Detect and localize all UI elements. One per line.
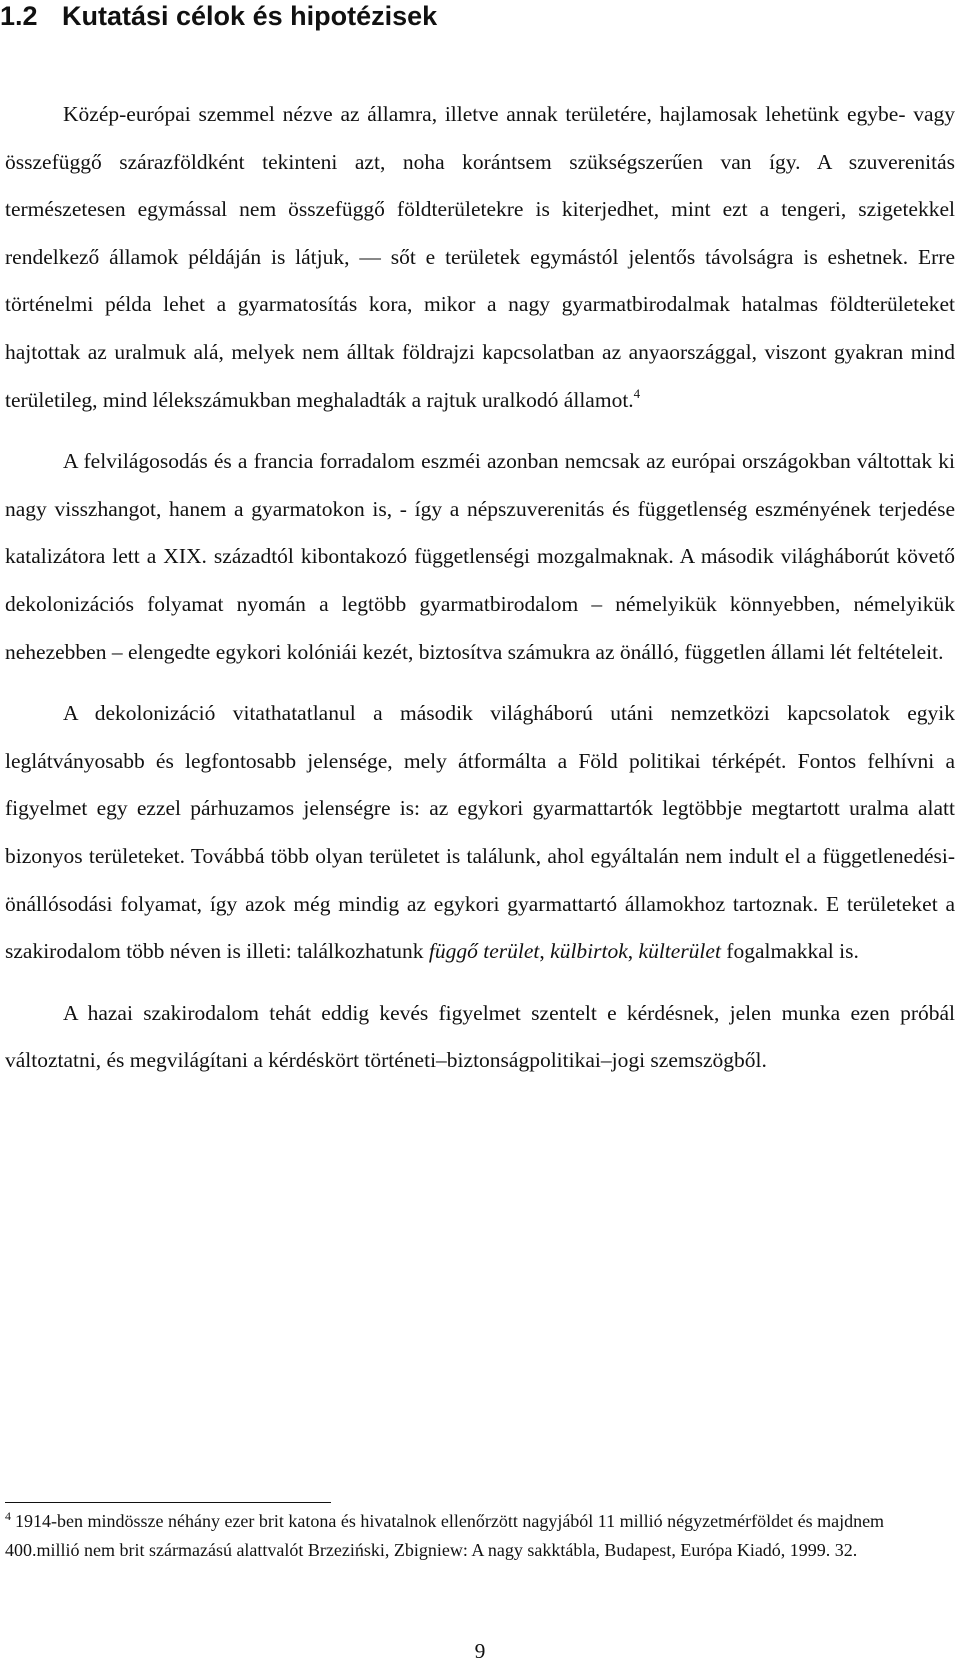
footnote-text: 1914-ben mindössze néhány ezer brit katona és hivatalnok ellenőrzött nagyjából 11 millió négyzetmérföldet és majdnem 400.millió nem brit származású alattvalót Brzeziński, Zbigniew: A nagy sakktábla, Budapest, Európa Kiadó, 1999. 32.	[5, 1511, 885, 1560]
term-italic: külbirtok	[550, 939, 628, 964]
paragraph-2	[5, 438, 955, 676]
page-number: 9	[474, 1639, 486, 1663]
footnote-number: 4	[5, 1509, 11, 1523]
section-heading	[0, 0, 437, 32]
section-title: Kutatási célok és hipotézisek	[62, 1, 438, 31]
paragraph-text: fogalmakkal is.	[720, 939, 859, 964]
separator: ,	[539, 939, 551, 964]
footnote-separator	[5, 1502, 331, 1503]
paragraph-text: A felvilágosodás és a francia forradalom eszméi azonban nemcsak az európai országokban váltottak ki nagy visszhangot, hanem a gyarmatokon is, - így a népszuverenitás és függetlenség eszményének terjedése katalizátora lett a XIX. századtól kibontakozó függetlenségi mozgalmaknak. A második világháborút követő dekolonizációs folyamat nyomán a legtöbb gyarmatbirodalom – némelyikük könnyebben, némelyikük nehezebben – elengedte egykori kolóniái kezét, biztosítva számukra az önálló, független állami lét feltételeit.	[5, 449, 955, 664]
body-text	[5, 91, 955, 1099]
paragraph-1	[5, 91, 955, 424]
term-italic: külterület	[638, 939, 721, 964]
paragraph-text: Közép-európai szemmel nézve az államra, illetve annak területére, hajlamosak lehetünk egybe- vagy összefüggő szárazföldként tekinteni azt, noha korántsem szükségszerűen van így. A szuverenitás természetesen egymással nem összefüggő földterületekre is kiterjedhet, mint ezt a tengeri, szigetekkel rendelkező államok példáján is látjuk, ― sőt e területek egymástól jelentős távolságra is eshetnek. Erre történelmi példa lehet a gyarmatosítás kora, mikor a nagy gyarmatbirodalmak hatalmas földterületeket hajtottak az uralmuk alá, melyek nem álltak földrajzi kapcsolatban az anyaországgal, viszont gyakran mind területileg, mind lélekszámukban meghaladták a rajtuk uralkodó államot.	[5, 102, 955, 412]
paragraph-4	[5, 990, 955, 1085]
paragraph-text: A hazai szakirodalom tehát eddig kevés figyelmet szentelt e kérdésnek, jelen munka ezen próbál változtatni, és megvilágítani a kérdéskört történeti–biztonságpolitikai–jogi szemszögből.	[5, 1000, 955, 1073]
separator: ,	[627, 939, 639, 964]
footnote	[5, 1507, 930, 1564]
paragraph-3	[5, 690, 955, 976]
term-italic: függő terület	[428, 939, 540, 964]
footnote-reference[interactable]: 4	[633, 385, 641, 401]
paragraph-text: A dekolonizáció vitathatatlanul a második világháború utáni nemzetközi kapcsolatok egyik leglátványosabb és legfontosabb jelensége, mely átformálta a Föld politikai térképét. Fontos felhívni a figyelmet egy ezzel párhuzamos jelenségre is: az egykori gyarmattartók legtöbbje megtartott uralma alatt bizonyos területeket. Továbbá több olyan területet is találunk, ahol egyáltalán nem indult el a függetlenedési-önállósodási folyamat, így azok még mindig az egykori gyarmattartó államokhoz tartoznak. E területeket a szakirodalom több néven is illeti: találkozhatunk	[5, 701, 955, 964]
section-number: 1.2	[0, 1, 38, 31]
